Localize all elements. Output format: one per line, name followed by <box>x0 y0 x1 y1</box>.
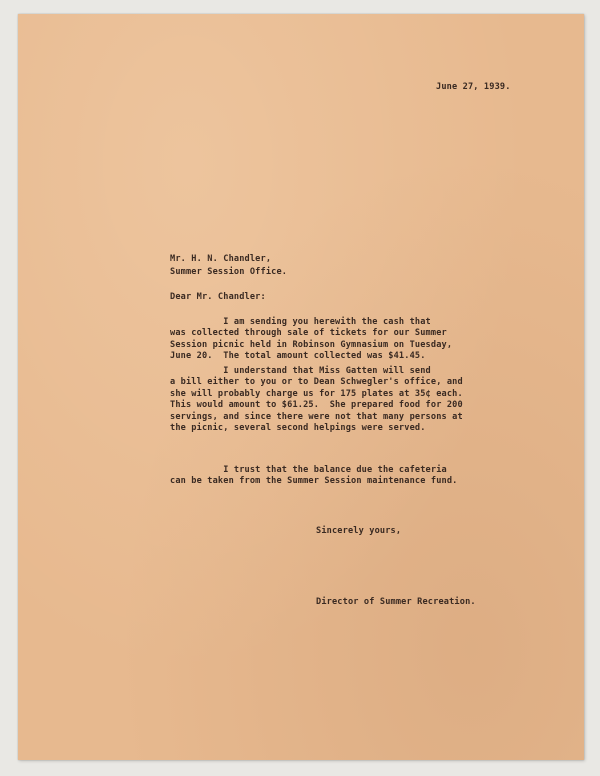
paragraph-line: a bill either to you or to Dean Schwegler's office, and <box>170 377 463 388</box>
body-paragraph-1 <box>170 317 452 363</box>
letter-date: June 27, 1939. <box>436 82 511 92</box>
paragraph-line: was collected through sale of tickets for our Summer <box>170 328 447 339</box>
paragraph-line: Session picnic held in Robinson Gymnasium on Tuesday, <box>170 339 453 350</box>
letter-paper <box>18 14 584 760</box>
paragraph-line: This would amount to $61.25. She prepared food for 200 <box>170 400 463 411</box>
body-paragraph-2 <box>170 366 463 434</box>
signature-title: Director of Summer Recreation. <box>316 597 476 607</box>
paragraph-line: servings, and since there were not that many persons at <box>170 411 463 422</box>
paragraph-line: I understand that Miss Gatten will send <box>170 366 431 376</box>
paragraph-line: June 20. The total amount collected was $41.45. <box>170 351 426 362</box>
paragraph-line: I trust that the balance due the cafeteria <box>170 465 447 475</box>
salutation: Dear Mr. Chandler: <box>170 292 266 302</box>
paragraph-line: the picnic, several second helpings were served. <box>170 423 426 434</box>
closing: Sincerely yours, <box>316 526 402 536</box>
paragraph-line: she will probably charge us for 175 plates at 35¢ each. <box>170 388 463 399</box>
body-paragraph-3 <box>170 465 458 488</box>
recipient-office: Summer Session Office. <box>170 267 288 277</box>
recipient-name: Mr. H. N. Chandler, <box>170 254 272 264</box>
paragraph-line: I am sending you herewith the cash that <box>170 317 431 327</box>
paragraph-line: can be taken from the Summer Session maintenance fund. <box>170 476 458 487</box>
